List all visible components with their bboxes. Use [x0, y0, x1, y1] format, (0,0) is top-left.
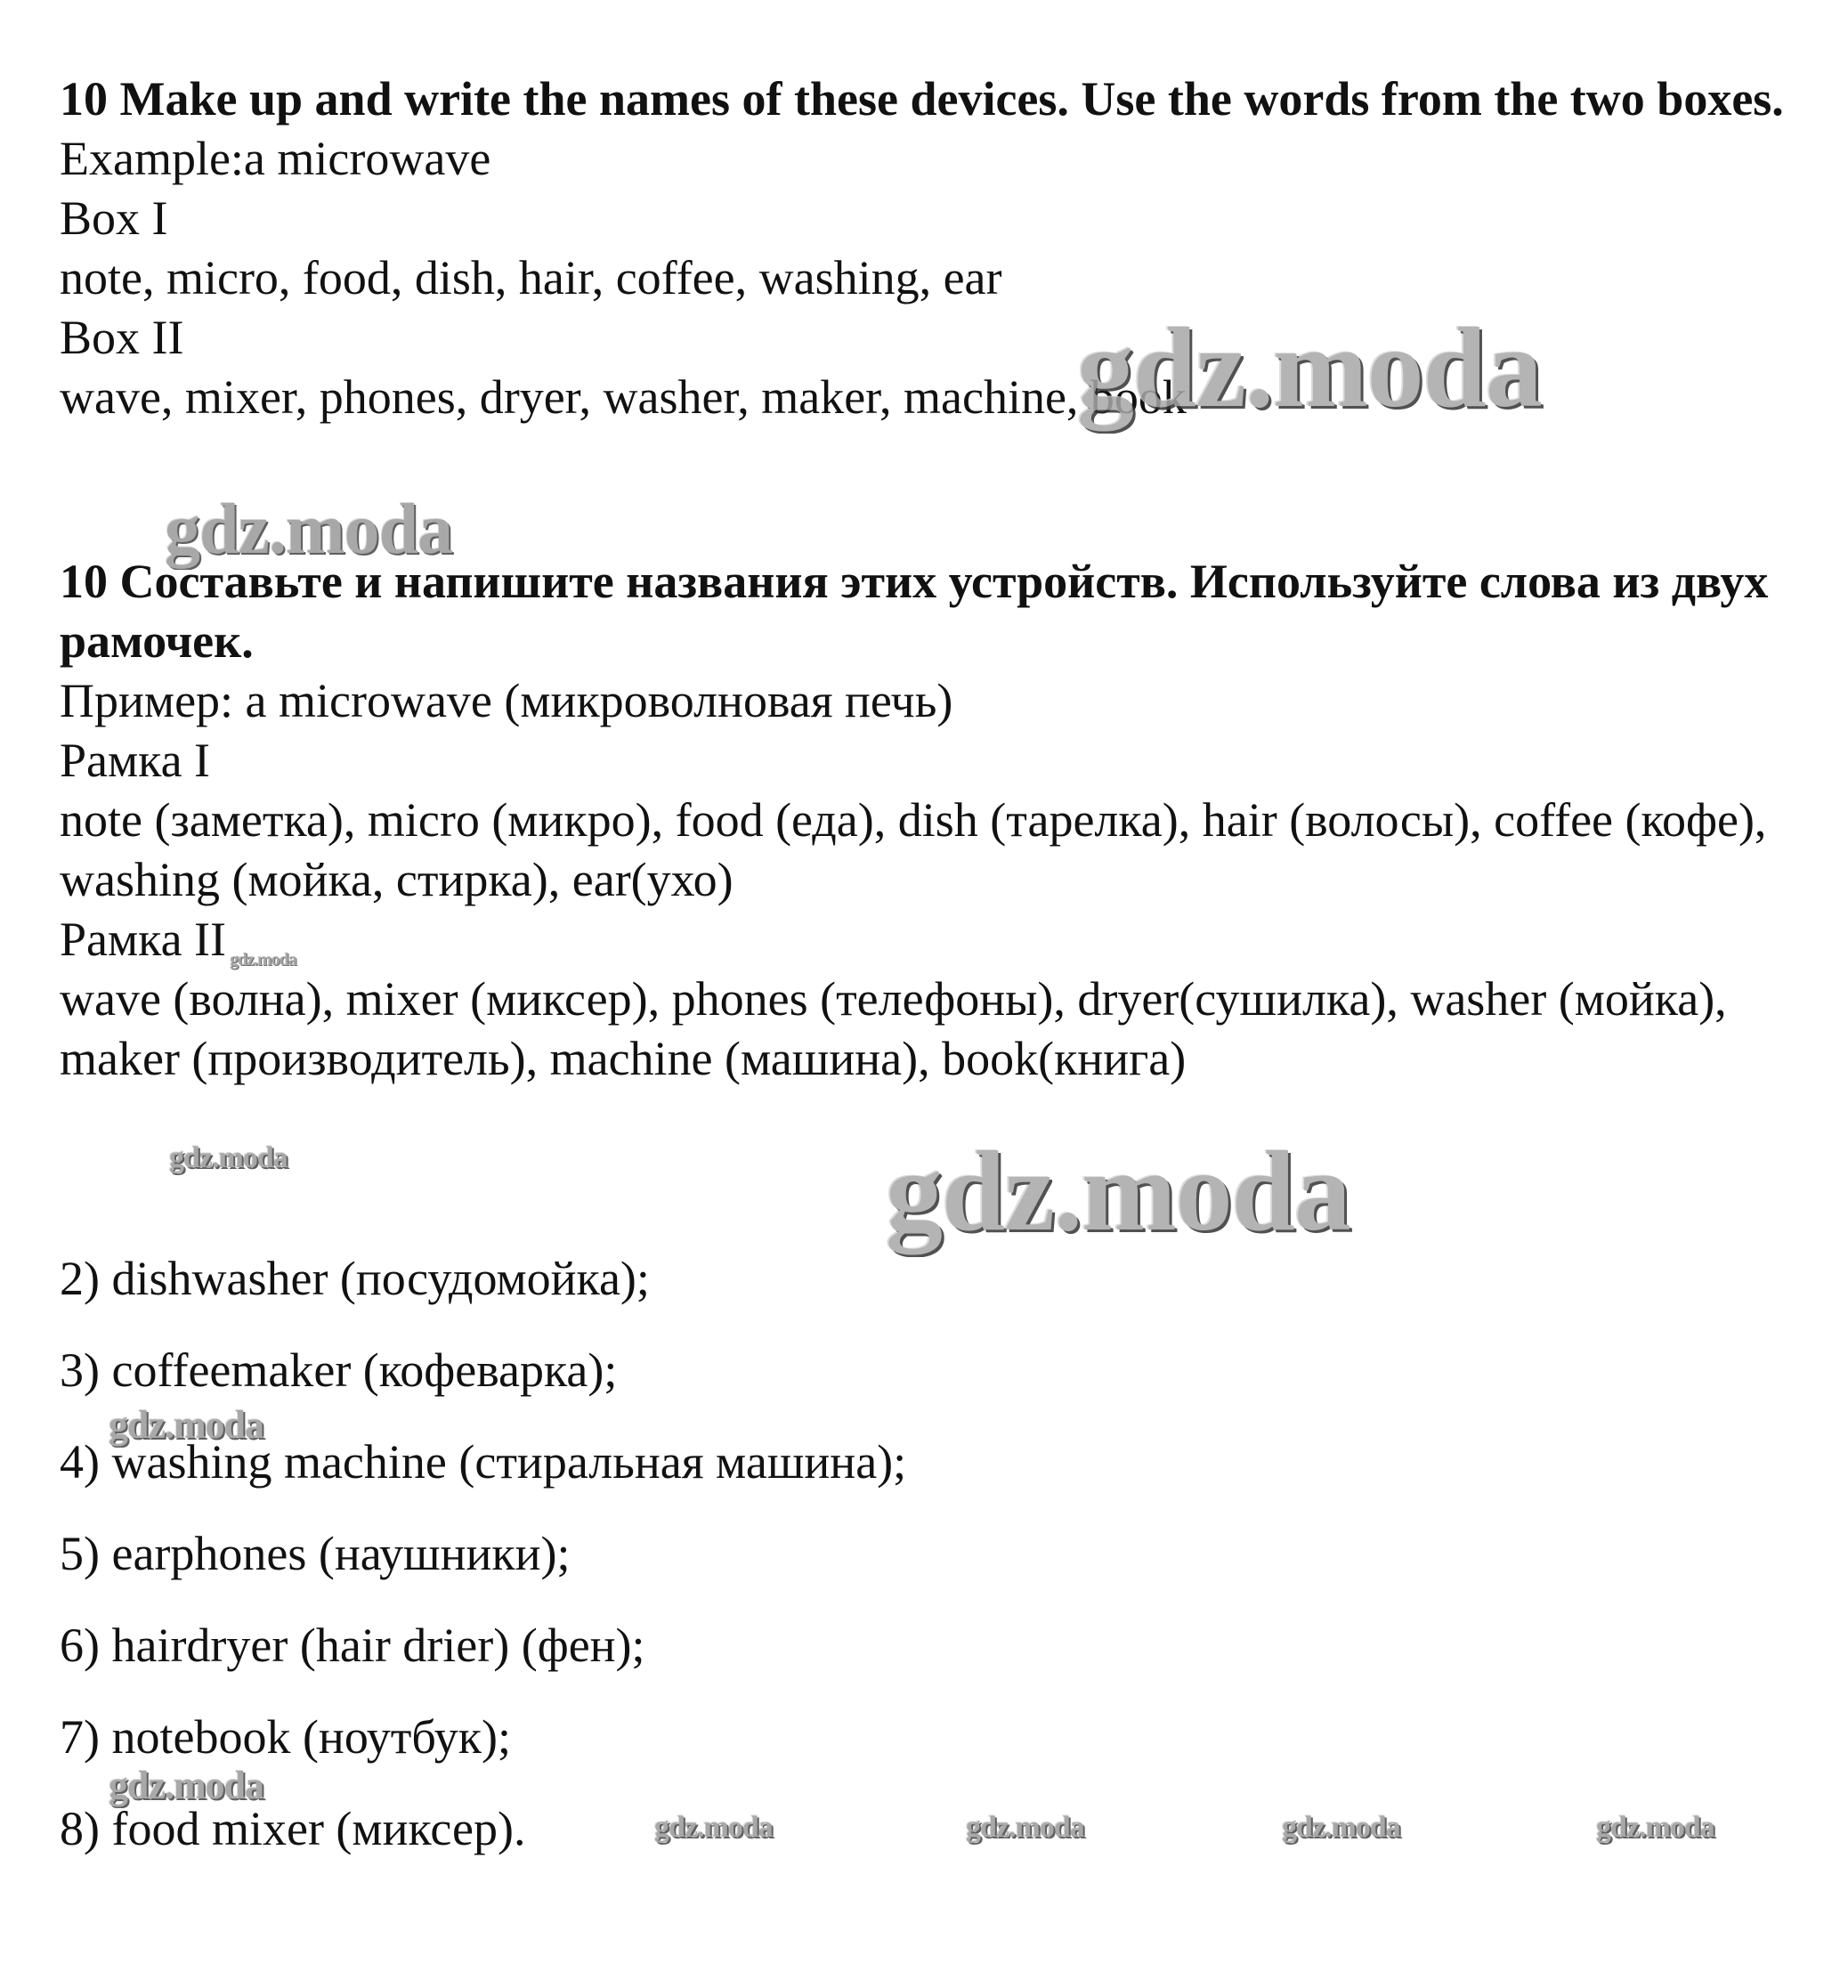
watermark-logo: gdz.moda: [1077, 304, 1542, 431]
watermark-logo: gdz.moda: [169, 1141, 288, 1174]
answer-item: 8) food mixer (миксер).: [60, 1802, 526, 1855]
exercise-heading-russian: 10 Составьте и напишите названия этих устройств. Используйте слова из двух рамочек.: [60, 555, 1769, 668]
box2-words-english: wave, mixer, phones, dryer, washer, maker, machine, book: [60, 370, 1187, 424]
answer-item: 7) notebook (ноутбук);: [60, 1710, 512, 1764]
watermark-logo: gdz.moda: [886, 1128, 1350, 1254]
answer-item: 5) earphones (наушники);: [60, 1527, 571, 1580]
watermark-logo: gdz.moda: [230, 950, 296, 970]
example-english: Example:a microwave: [60, 132, 491, 185]
watermark-logo: gdz.moda: [966, 1811, 1084, 1844]
watermark-logo: gdz.moda: [1596, 1811, 1714, 1844]
box1-words-russian: note (заметка), micro (микро), food (еда), dish (тарелка), hair (волосы), coffee (кофе), washing (мойка, стирка), ear(ухо): [60, 793, 1767, 906]
box1-words-english: note, micro, food, dish, hair, coffee, washing, ear: [60, 251, 1002, 304]
box2-words-russian: wave (волна), mixer (миксер), phones (телефоны), dryer(сушилка), washer (мойка), maker (производитель), machine (машина), book(книга): [60, 972, 1727, 1085]
answer-item: 3) coffeemaker (кофеварка);: [60, 1343, 618, 1397]
example-russian: Пример: a microwave (микроволновая печь): [60, 674, 953, 727]
answer-item: 6) hairdryer (hair drier) (фен);: [60, 1619, 645, 1672]
answers-list: [60, 1249, 1804, 1859]
answer-item: 2) dishwasher (посудомойка);: [60, 1252, 650, 1305]
answer-item: 4) washing machine (стиральная машина);: [60, 1435, 907, 1489]
box1-label-english: Box I: [60, 191, 168, 245]
watermark-logo: gdz.moda: [654, 1811, 773, 1844]
russian-section: [60, 552, 1804, 1089]
watermark-logo: gdz.moda: [109, 1764, 264, 1807]
watermark-logo: gdz.moda: [1282, 1811, 1400, 1844]
box2-label-russian: Рамка II: [60, 913, 227, 966]
english-section: [60, 69, 1804, 427]
exercise-heading-english: 10 Make up and write the names of these devices. Use the words from the two boxes.: [60, 72, 1784, 126]
watermark-logo: gdz.moda: [109, 1403, 264, 1447]
document-page: [60, 69, 1804, 1891]
box1-label-russian: Рамка I: [60, 734, 211, 787]
watermark-logo: gdz.moda: [165, 491, 453, 569]
box2-label-english: Box II: [60, 311, 184, 364]
